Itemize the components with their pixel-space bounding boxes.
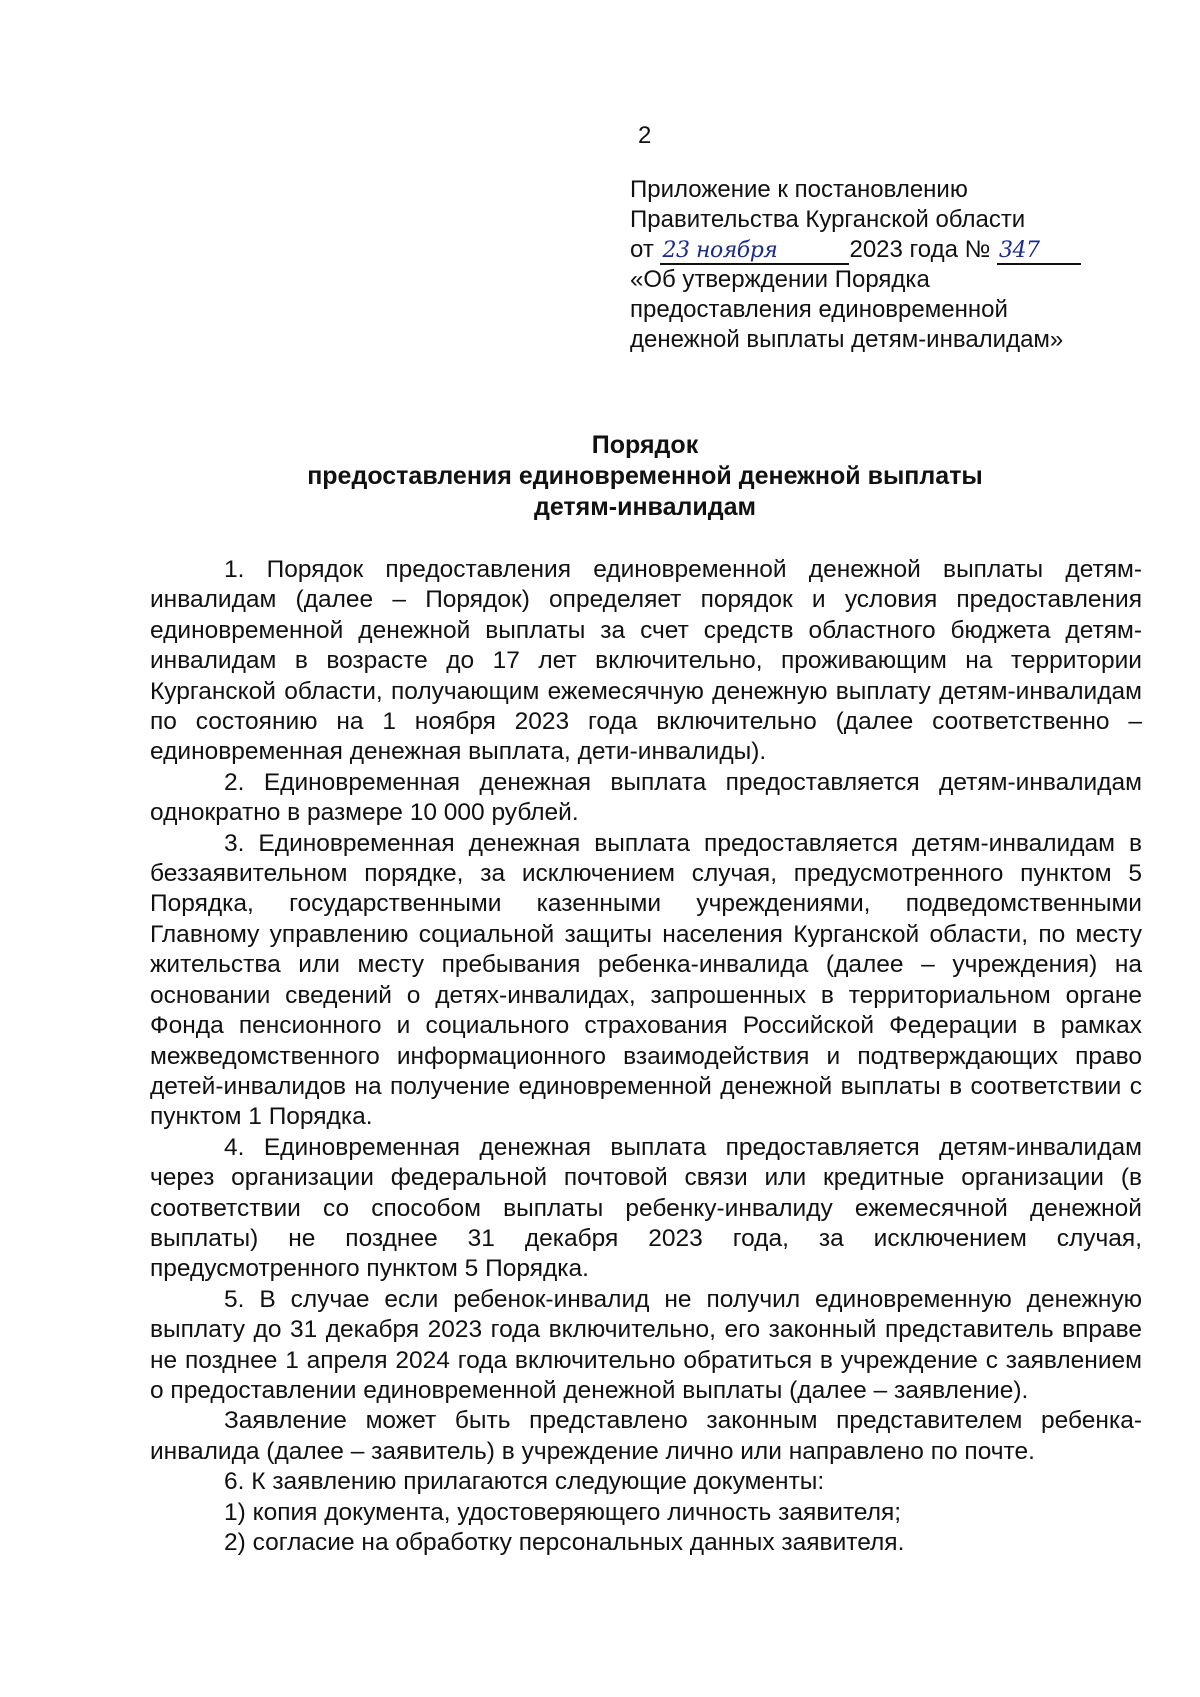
page-number: 2 — [638, 122, 652, 149]
paragraph-5-continued: Заявление может быть представлено законным представителем ребенка-инвалида (далее – заявитель) в учреждение лично или направлено по почте. — [150, 1407, 1142, 1465]
title-line-1: Порядок — [591, 431, 699, 459]
paragraph-3: 3. Единовременная денежная выплата предоставляется детям-инвалидам в беззаявительном порядке, за исключением случая, предусмотренного пунктом 5 Порядка, государственными казенными учреждениями, подведомственными Главному управлению социальной защиты населения Курганской области, по месту жительства или месту пребывания ребенка-инвалида (далее – учреждения) на основании сведений о детях-инвалидах, запрошенных в территориальном органе Фонда пенсионного и социального страхования Российской Федерации в рамках межведомственного информационного взаимодействия и подтверждающих право детей-инвалидов на получение единовременной денежной выплаты в соответствии с пунктом 1 Порядка. — [150, 829, 1142, 1131]
list-item-2: 2) согласие на обработку персональных данных заявителя. — [224, 1529, 905, 1556]
paragraph-4: 4. Единовременная денежная выплата предоставляется детям-инвалидам через организации федеральной почтовой связи или кредитные организации (в соответствии со способом выплаты ребенку-инвалиду ежемесячной денежной выплаты) не позднее 31 декабря 2023 года, за исключением случая, предусмотренного пунктом 5 Порядка. — [150, 1133, 1142, 1283]
list-item-1: 1) копия документа, удостоверяющего личность заявителя; — [224, 1498, 902, 1526]
appendix-block — [630, 175, 1150, 355]
paragraph-5: 5. В случае если ребенок-инвалид не получил единовременную денежную выплату до 31 декабря 2023 года включительно, его законный представитель вправе не позднее 1 апреля 2024 года включительно обратиться в учреждение с заявлением о предоставлении единовременной денежной выплаты (далее – заявление). — [150, 1285, 1142, 1404]
appendix-line-5: предоставления единовременной — [630, 296, 1008, 323]
appendix-line-1: Приложение к постановлению — [630, 176, 968, 203]
paragraph-2: 2. Единовременная денежная выплата предоставляется детям-инвалидам однократно в размере 10 000 рублей. — [150, 768, 1142, 827]
date-prefix: от — [630, 236, 654, 263]
handwritten-date: 23 ноября — [662, 238, 778, 263]
handwritten-number: 347 — [999, 238, 1040, 263]
appendix-date-line — [630, 235, 1150, 265]
date-field — [660, 238, 849, 265]
appendix-line-4: «Об утверждении Порядка — [630, 266, 930, 293]
paragraph-1: 1. Порядок предоставления единовременной денежной выплаты детям-инвалидам (далее – Порядок) определяет порядок и условия предоставления единовременной денежной выплаты за счет средств областного бюджета детям-инвалидам в возрасте до 17 лет включительно, проживающим на территории Курганской области, получающим ежемесячную денежную выплату детям-инвалидам по состоянию на 1 ноября 2023 года включительно (далее соответственно – единовременная денежная выплата, дети-инвалиды). — [150, 556, 1142, 766]
number-field — [997, 238, 1081, 265]
document-body — [150, 555, 1142, 1558]
appendix-line-6: денежной выплаты детям-инвалидам» — [630, 326, 1064, 353]
title-line-2: предоставления единовременной денежной выплаты — [307, 462, 983, 490]
year-text: 2023 года № — [849, 236, 991, 263]
appendix-line-2: Правительства Курганской области — [630, 206, 1026, 233]
document-title — [150, 430, 1140, 523]
paragraph-6: 6. К заявлению прилагаются следующие документы: — [224, 1468, 825, 1496]
title-line-3: детям-инвалидам — [533, 493, 757, 521]
